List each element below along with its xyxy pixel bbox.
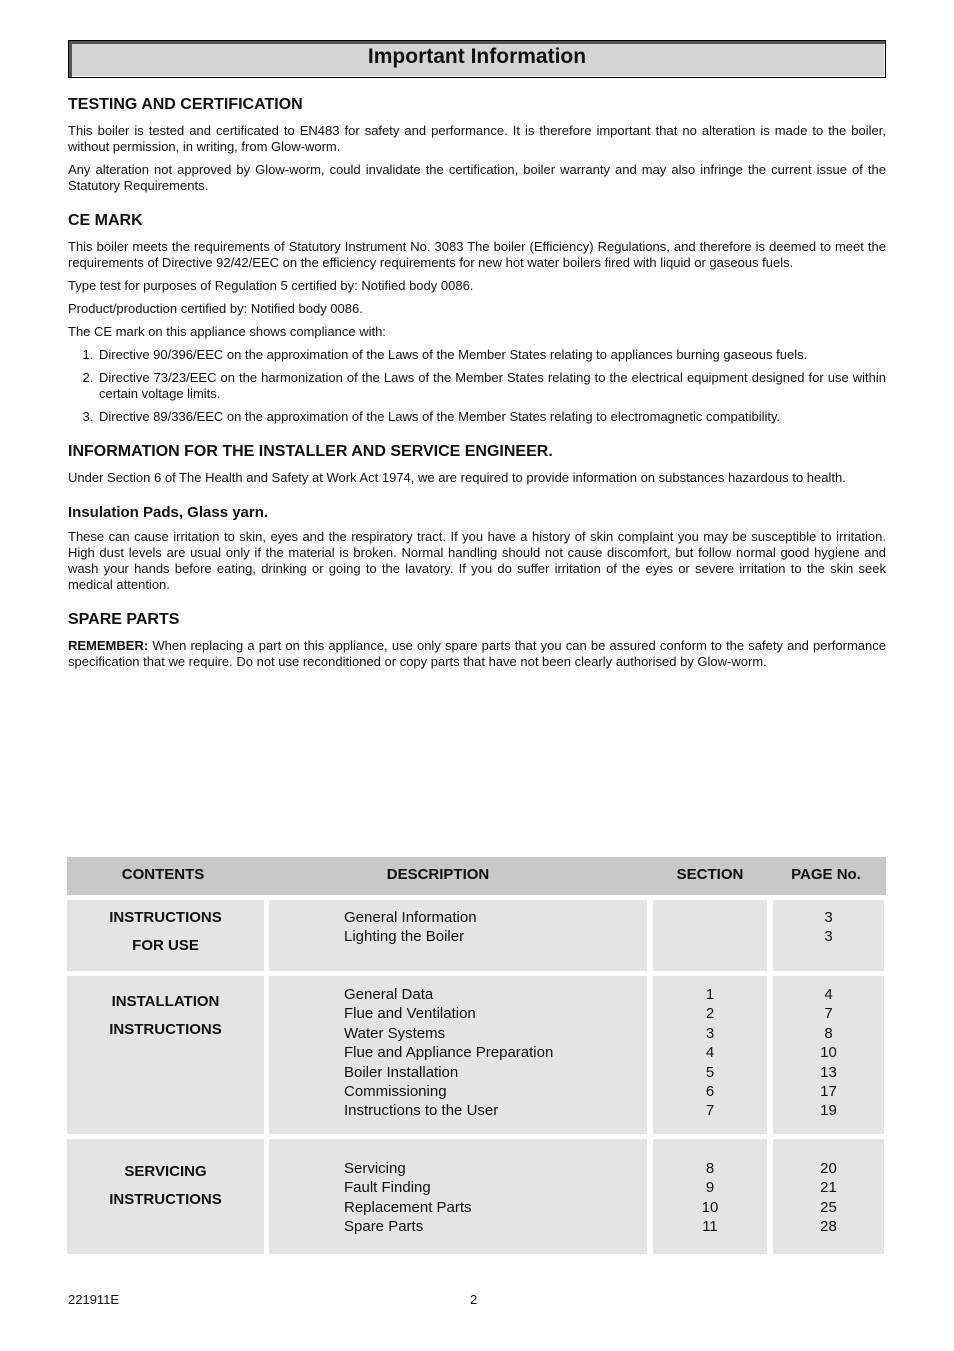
header-section: SECTION	[676, 866, 744, 883]
table-row-description: Spare Parts	[344, 1218, 424, 1236]
table-row-description: Instructions to the User	[344, 1102, 499, 1120]
table-row-section: 2	[705, 1005, 715, 1023]
installer-paragraph: Under Section 6 of The Health and Safety at Work Act 1974, we are required to provide information on substances hazardous to health.	[68, 470, 846, 485]
directive-item: 1. Directive 90/396/EEC on the approximation of the Laws of the Member States relating to appliances burning gaseous fuels.	[97, 347, 886, 363]
ce-paragraph-4: The CE mark on this appliance shows compliance with:	[68, 324, 386, 339]
contents-table-header	[67, 857, 886, 895]
page-list	[773, 1159, 884, 1237]
table-row-description: Water Systems	[344, 1024, 446, 1042]
page-title: Important Information	[367, 45, 587, 68]
ce-paragraph-1: This boiler meets the requirements of Statutory Instrument No. 3083 The boiler (Efficiency) Regulations, and therefore is deemed to meet the requirements of Directive 92/42/EEC on the efficiency requirements for new hot water boilers fired with liquid or gaseous fuels.	[68, 239, 886, 270]
page-number: 2	[470, 1292, 478, 1307]
table-row-description: Fault Finding	[344, 1179, 431, 1197]
table-row-page: 4	[824, 986, 833, 1003]
table-row-page: 20	[820, 1160, 837, 1177]
ce-heading: CE MARK	[68, 212, 143, 229]
remember-label: REMEMBER:	[68, 638, 149, 653]
table-row-page: 21	[820, 1179, 837, 1197]
directive-list	[68, 347, 886, 425]
table-row-page: 13	[820, 1063, 837, 1081]
directive-item: 3. Directive 89/336/EEC on the approximation of the Laws of the Member States relating to electromagnetic compatibility.	[97, 409, 886, 425]
section-list	[653, 1159, 767, 1237]
testing-paragraph-1: This boiler is tested and certificated to EN483 for safety and performance. It is therefore important that no alteration is made to the boiler, without permission, in writing, from Glow-worm.	[68, 123, 886, 154]
ce-paragraph-2: Type test for purposes of Regulation 5 certified by: Notified body 0086.	[68, 278, 474, 293]
header-contents: CONTENTS	[121, 866, 205, 883]
header-page: PAGE No.	[791, 866, 861, 883]
table-row-page: 3	[824, 928, 833, 946]
table-row-description: Commissioning	[344, 1083, 447, 1101]
table-row-description: Servicing	[344, 1160, 406, 1177]
table-row-section: 5	[705, 1063, 715, 1081]
description-list	[344, 1159, 472, 1237]
description-list	[344, 908, 477, 947]
table-row-section: 10	[701, 1198, 719, 1216]
category-line-1: INSTRUCTIONS	[109, 909, 222, 926]
document-body	[68, 40, 886, 677]
description-list	[344, 985, 553, 1121]
spare-parts-text: When replacing a part on this appliance, use only spare parts that you can be assured conform to the safety and performance specification that we require. Do not use reconditioned or copy parts that have not been clearly authorised by Glow-worm.	[68, 638, 886, 669]
table-row-page: 7	[824, 1005, 833, 1023]
table-row-section: 6	[705, 1083, 715, 1101]
table-row-page: 10	[820, 1044, 837, 1062]
table-row-description: Lighting the Boiler	[344, 928, 465, 946]
title-banner	[68, 40, 886, 78]
table-row-description: Flue and Ventilation	[344, 1005, 476, 1023]
document-code: 221911E	[68, 1292, 120, 1307]
table-row-page: 8	[824, 1024, 833, 1042]
category-line-1: INSTALLATION	[111, 993, 220, 1010]
page-list	[773, 985, 884, 1121]
table-row-section: 7	[705, 1102, 715, 1120]
spare-parts-paragraph	[68, 638, 886, 670]
table-row-description: Replacement Parts	[344, 1198, 472, 1216]
table-row-page: 28	[820, 1218, 837, 1236]
table-row-page: 17	[820, 1083, 837, 1101]
section-list	[653, 985, 767, 1121]
table-row-description: General Information	[344, 909, 477, 926]
category-line-2: INSTRUCTIONS	[109, 1191, 222, 1208]
directive-item: 2. Directive 73/23/EEC on the harmonization of the Laws of the Member States relating to the electrical equipment designed for use within certain voltage limits.	[97, 370, 886, 402]
category-line-2: FOR USE	[132, 937, 199, 954]
category-line-1: SERVICING	[124, 1163, 207, 1180]
spare-parts-heading: SPARE PARTS	[68, 611, 180, 628]
table-row-description: General Data	[344, 986, 434, 1003]
testing-heading: TESTING AND CERTIFICATION	[68, 96, 303, 113]
table-row-section: 8	[705, 1160, 715, 1177]
insulation-heading: Insulation Pads, Glass yarn.	[68, 504, 269, 521]
insulation-paragraph: These can cause irritation to skin, eyes and the respiratory tract. If you have a history of skin complaint you may be susceptible to irritation. High dust levels are usual only if the material is broken. Normal handling should not cause discomfort, but follow normal good hygiene and wash your hands before eating, drinking or going to the lavatory. If you do suffer irritation of the eyes or severe irritation to the skin seek medical attention.	[68, 529, 886, 592]
ce-paragraph-3: Product/production certified by: Notified body 0086.	[68, 301, 363, 316]
table-row-page: 25	[820, 1198, 837, 1216]
installer-heading: INFORMATION FOR THE INSTALLER AND SERVICE ENGINEER.	[68, 443, 553, 460]
table-row-page: 3	[824, 909, 833, 926]
page-list	[773, 908, 884, 947]
contents-group-servicing	[67, 1139, 886, 1254]
table-row-description: Boiler Installation	[344, 1063, 459, 1081]
table-row-section: 9	[705, 1179, 715, 1197]
table-row-section: 4	[705, 1044, 715, 1062]
table-row-section: 1	[705, 986, 715, 1003]
contents-group-installation	[67, 976, 886, 1134]
table-row-page: 19	[820, 1102, 837, 1120]
table-row-section: 11	[702, 1218, 718, 1236]
contents-group-use	[67, 900, 886, 971]
testing-paragraph-2: Any alteration not approved by Glow-worm, could invalidate the certification, boiler warranty and may also infringe the current issue of the Statutory Requirements.	[68, 162, 886, 193]
category-line-2: INSTRUCTIONS	[109, 1021, 222, 1038]
table-row-description: Flue and Appliance Preparation	[344, 1044, 554, 1062]
section-cell	[653, 900, 767, 971]
header-description: DESCRIPTION	[386, 866, 490, 883]
table-row-section: 3	[705, 1024, 715, 1042]
